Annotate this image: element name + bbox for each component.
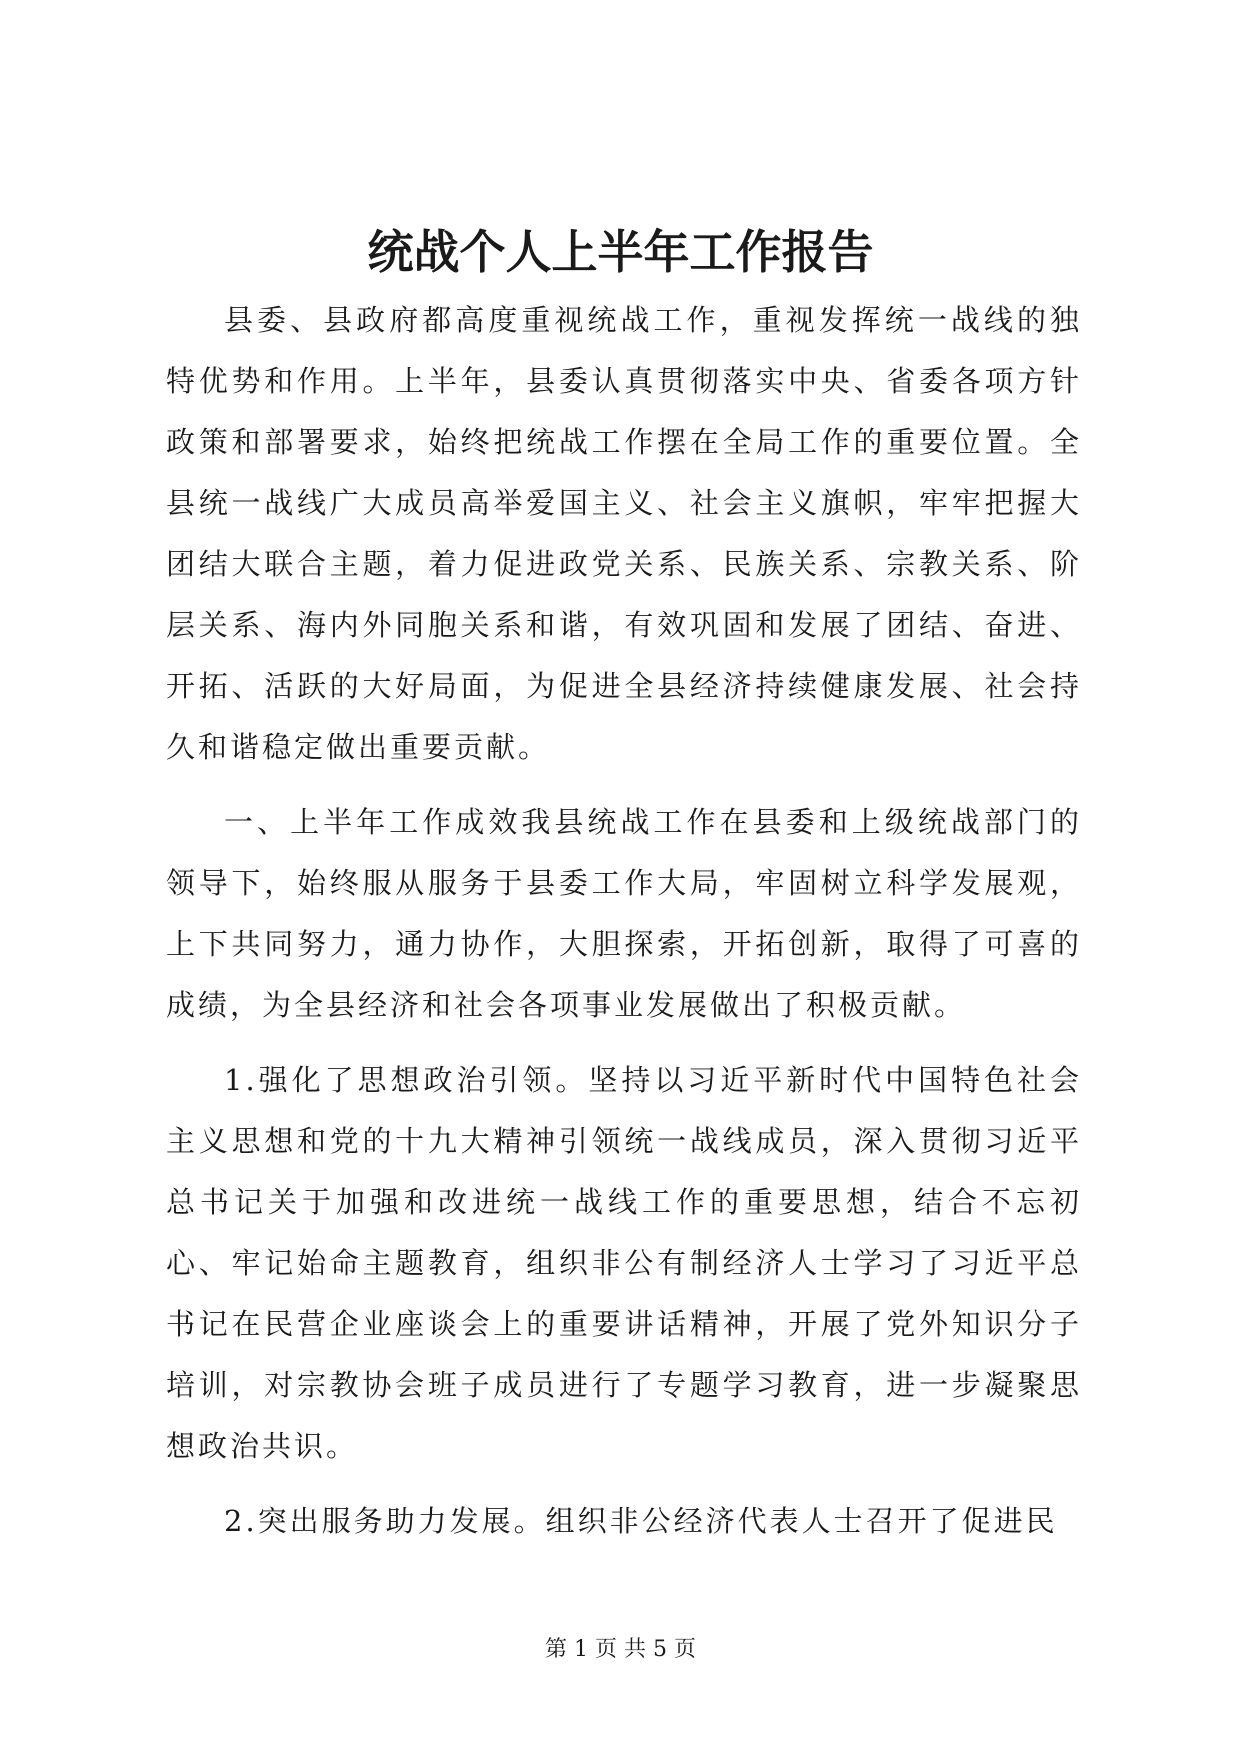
paragraph-item-1: 1.强化了思想政治引领。坚持以习近平新时代中国特色社会主义思想和党的十九大精神引领统一战线成员，深入贯彻习近平总书记关于加强和改进统一战线工作的重要思想，结合不忘初心、牢记始命主题教育，组织非公有制经济人士学习了习近平总书记在民营企业座谈会上的重要讲话精神，开展了党外知识分子培训，对宗教协会班子成员进行了专题学习教育，进一步凝聚思想政治共识。 <box>166 1063 1082 1463</box>
document-body <box>166 290 1082 1566</box>
paragraph-section-1: 一、上半年工作成效我县统战工作在县委和上级统战部门的领导下，始终服从服务于县委工作大局，牢固树立科学发展观，上下共同努力，通力协作，大胆探索，开拓创新，取得了可喜的成绩，为全县经济和社会各项事业发展做出了积极贡献。 <box>166 805 1082 1022</box>
paragraph-item-2: 2.突出服务助力发展。组织非公经济代表人士召开了促进民 <box>224 1504 1058 1538</box>
page-number-footer: 第 1 页 共 5 页 <box>545 1637 696 1662</box>
paragraph-intro: 县委、县政府都高度重视统战工作，重视发挥统一战线的独特优势和作用。上半年，县委认真贯彻落实中央、省委各项方针政策和部署要求，始终把统战工作摆在全局工作的重要位置。全县统一战线广大成员高举爱国主义、社会主义旗帜，牢牢把握大团结大联合主题，着力促进政党关系、民族关系、宗教关系、阶层关系、海内外同胞关系和谐，有效巩固和发展了团结、奋进、开拓、活跃的大好局面，为促进全县经济持续健康发展、社会持久和谐稳定做出重要贡献。 <box>166 303 1082 764</box>
document-title: 统战个人上半年工作报告 <box>367 225 874 279</box>
